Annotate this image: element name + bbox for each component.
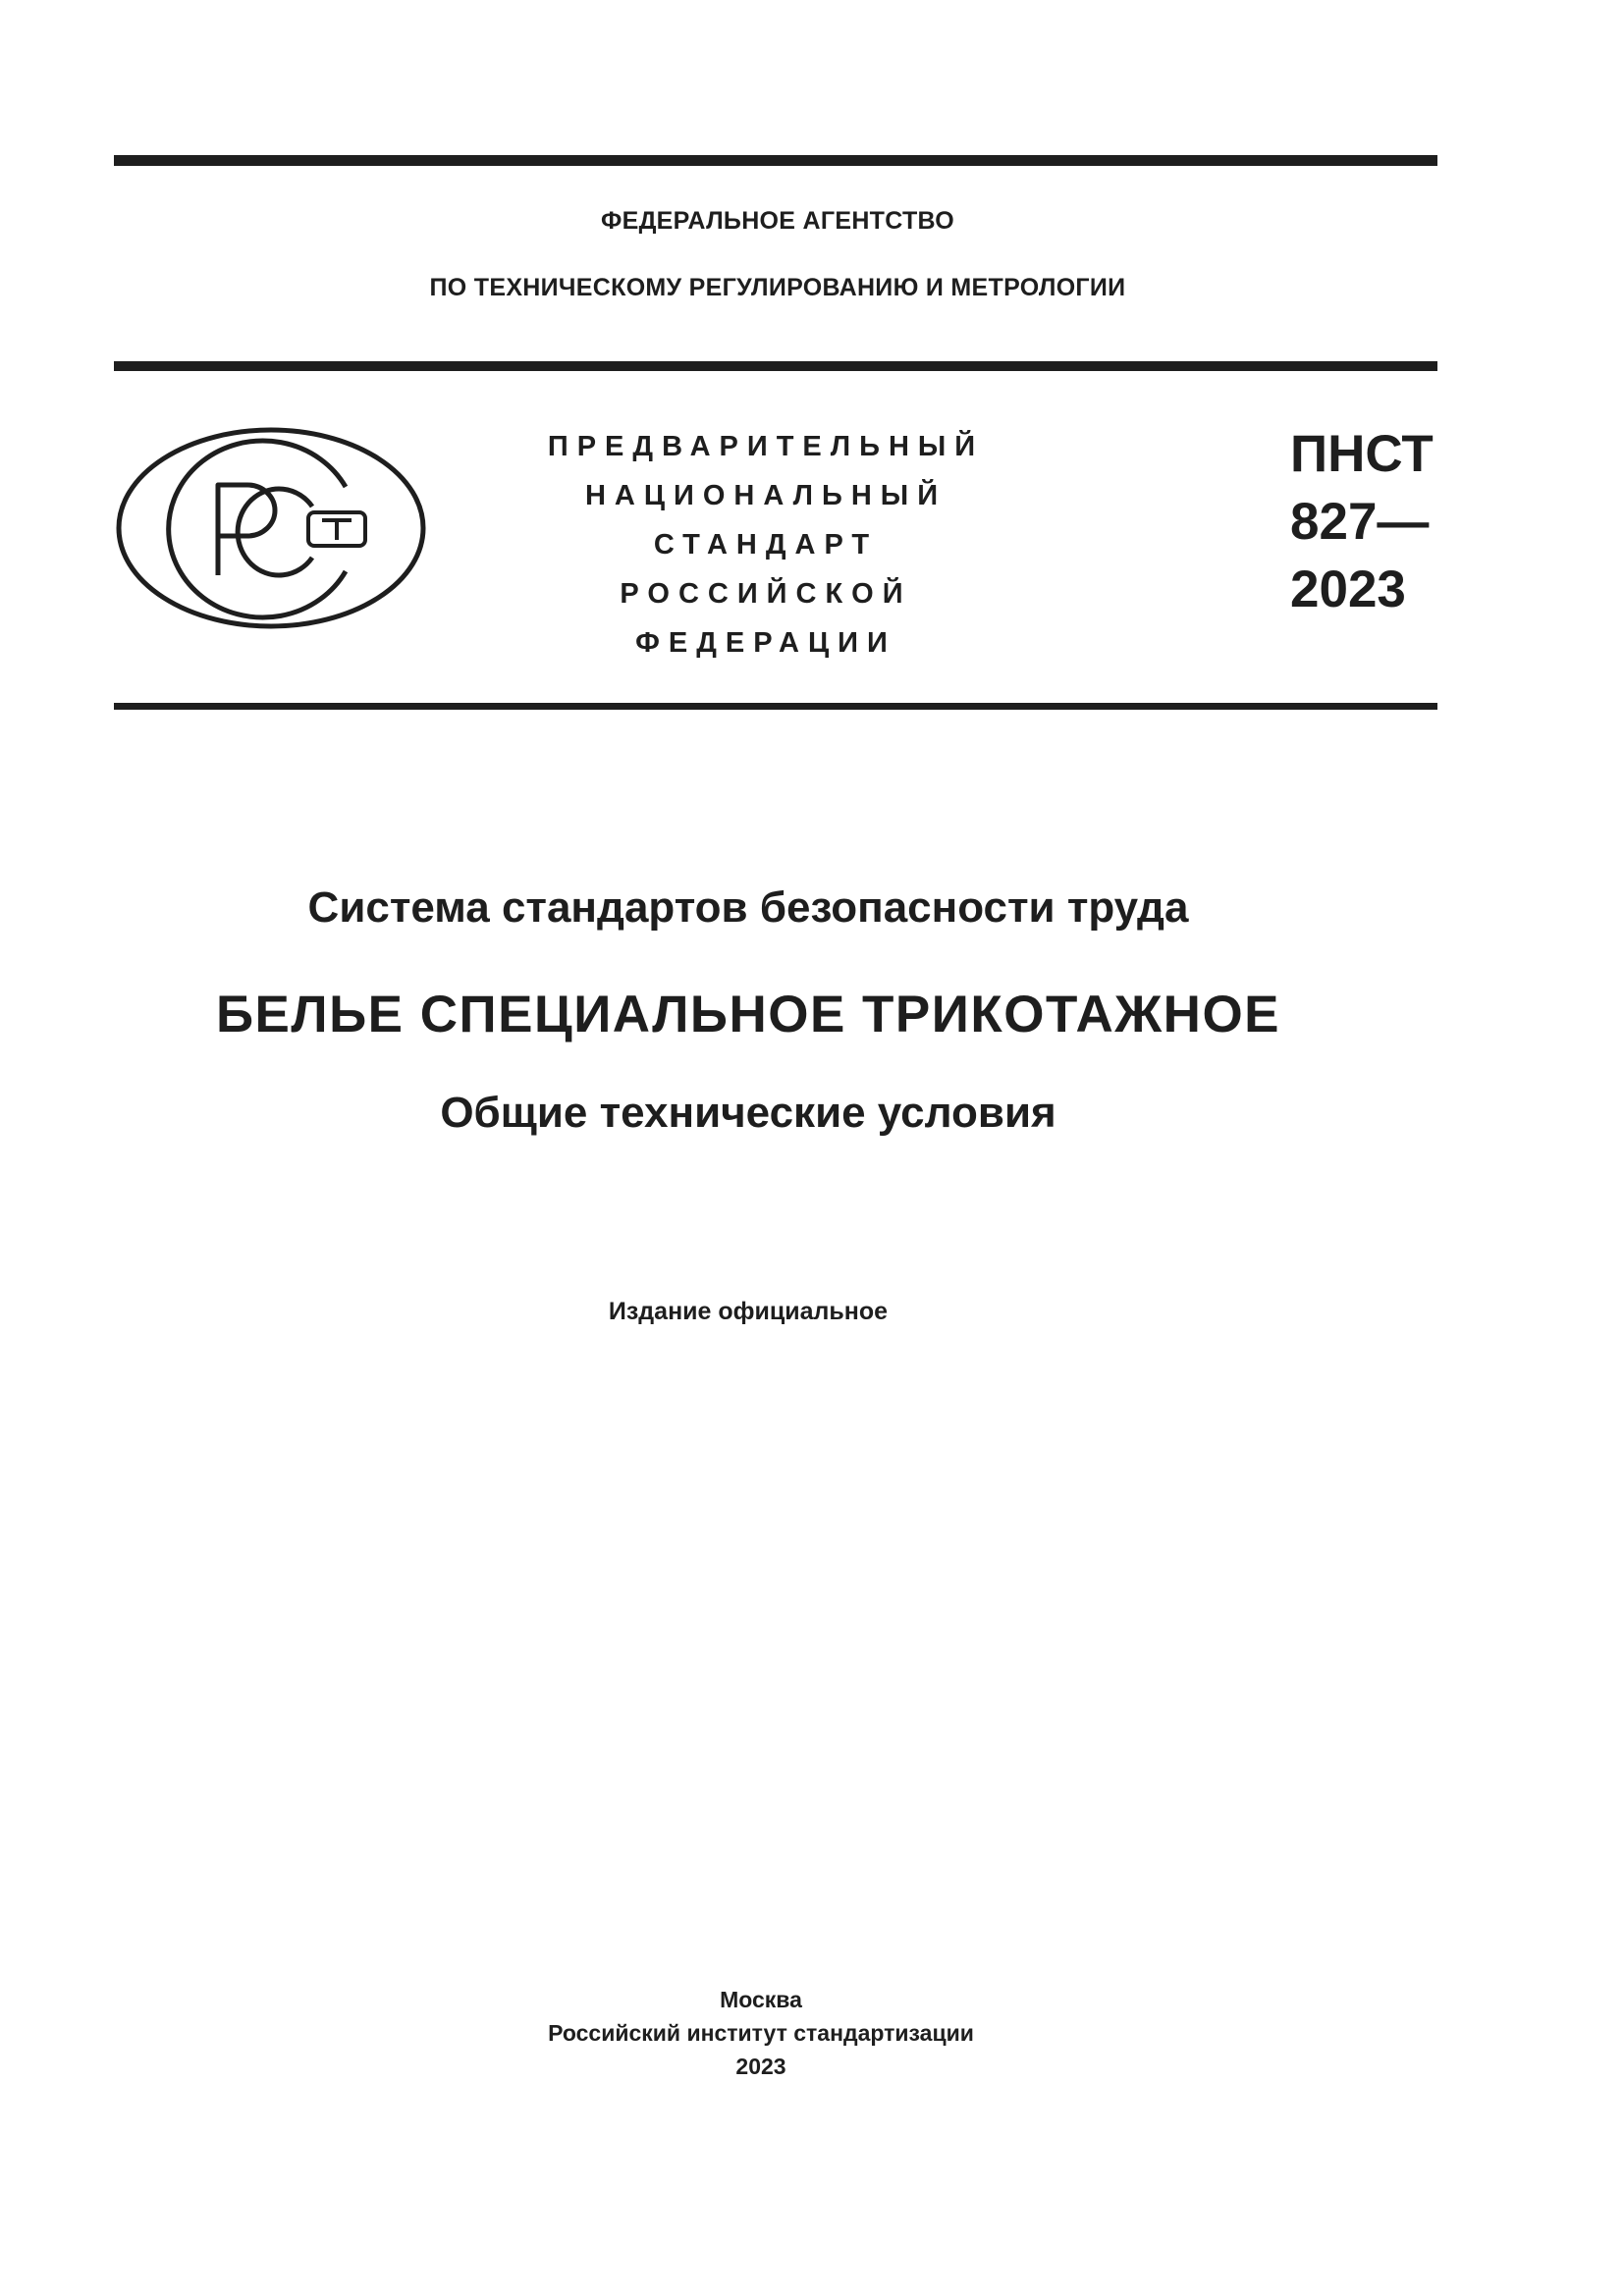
- document-title: БЕЛЬЕ СПЕЦИАЛЬНОЕ ТРИКОТАЖНОЕ: [215, 986, 1281, 1043]
- designation-line: 2023: [1290, 561, 1406, 618]
- designation-line: 827—: [1290, 493, 1430, 551]
- publisher-city: Москва: [720, 1987, 802, 2012]
- publisher-block: [0, 1983, 1522, 2083]
- publication-year: 2023: [735, 2054, 786, 2079]
- publisher-institute: Российский институт стандартизации: [548, 2020, 974, 2046]
- document-subtitle: Общие технические условия: [440, 1089, 1056, 1137]
- category-line: ФЕДЕРАЦИИ: [635, 627, 896, 659]
- category-line: СТАНДАРТ: [653, 529, 879, 561]
- category-line: РОССИЙСКОЙ: [620, 578, 912, 610]
- standard-designation: [1290, 420, 1434, 623]
- agency-name-line-2: ПО ТЕХНИЧЕСКОМУ РЕГУЛИРОВАНИЮ И МЕТРОЛОГИИ: [429, 274, 1126, 301]
- header-rule: [114, 361, 1437, 371]
- series-title: Система стандартов безопасности труда: [307, 883, 1189, 932]
- category-line: НАЦИОНАЛЬНЫЙ: [584, 480, 947, 511]
- designation-line: ПНСТ: [1290, 425, 1434, 483]
- document-category: [452, 422, 1080, 667]
- header-bottom-rule: [114, 703, 1437, 710]
- edition-label: Издание официальное: [608, 1298, 889, 1325]
- category-line: ПРЕДВАРИТЕЛЬНЫЙ: [547, 431, 985, 462]
- top-rule: [114, 155, 1437, 166]
- agency-name-line-1: ФЕДЕРАЛЬНОЕ АГЕНТСТВО: [600, 207, 955, 235]
- rst-certification-mark-icon: [116, 426, 430, 632]
